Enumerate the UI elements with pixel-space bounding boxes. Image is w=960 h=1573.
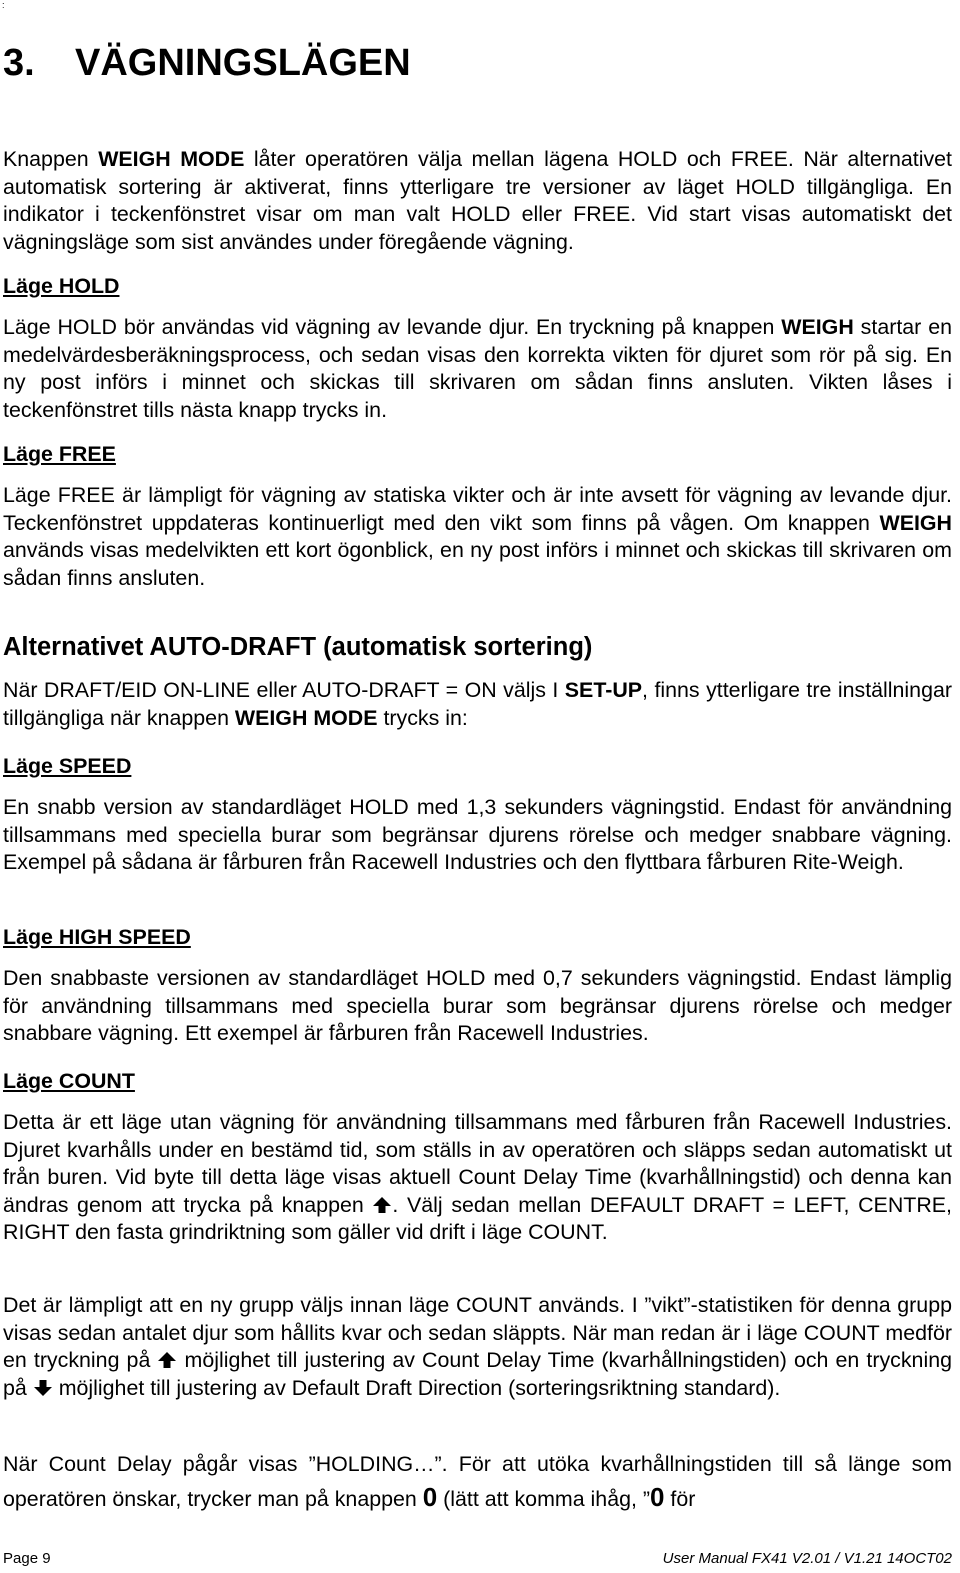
heading-free: Läge FREE [3, 442, 116, 466]
weigh-mode-key: WEIGH MODE [98, 147, 245, 171]
corner-mark: : [2, 0, 5, 10]
auto-draft-text-2: , finns ytterligare tre inställningar tillgängliga när knappen [3, 678, 952, 730]
count-text-6: När Count Delay pågår visas ”HOLDING…”. För att utöka kvarhållningstiden till så länge som operatören önskar, trycker man på knappen [3, 1452, 952, 1511]
hold-text-2: startar en medelvärdesberäkningsprocess, och sedan visas den korrekta vikten för djuret som rör på sig. En ny post införs i minnet och skickas till skrivaren om sådan finns ansluten. Vikten låses i teckenfönstret tills nästa knapp trycks in. [3, 315, 952, 422]
arrow-up-icon [372, 1196, 392, 1214]
arrow-down-icon [33, 1379, 53, 1397]
heading-hold: Läge HOLD [3, 274, 120, 298]
hold-paragraph [3, 314, 952, 424]
heading-count: Läge COUNT [3, 1069, 135, 1093]
count-paragraph-2 [3, 1292, 952, 1402]
setup-key: SET-UP [564, 678, 643, 702]
heading-speed: Läge SPEED [3, 754, 132, 778]
auto-draft-text-1: När DRAFT/EID ON-LINE eller AUTO-DRAFT = ON väljs I [3, 678, 565, 702]
count-text-8: för [664, 1487, 696, 1511]
free-text-1: Läge FREE är lämpligt för vägning av statiska vikter och är inte avsett för vägning av levande djur. Teckenfönstret uppdateras kontinuerligt med den vikt som finns på vågen. Om knappen [3, 483, 952, 535]
count-text-4: möjlighet till justering av Count Delay Time (kvarhållningstiden) och en tryckning på [3, 1348, 953, 1400]
count-text-2: . Välj sedan mellan DEFAULT DRAFT = LEFT, CENTRE, RIGHT den fasta grindriktning som gäller vid drift i läge COUNT. [3, 1192, 952, 1245]
weigh-key: WEIGH [781, 315, 854, 339]
count-text-1: Detta är ett läge utan vägning för användning tillsammans med fårburen från Racewell Industries. Djuret kvarhålls under en bestämd tid, som ställs in av operatören och släpps sedan automatiskt ut från buren. Vid byte till detta läge visas aktuell Count Delay Time (kvarhållningstid) och denna kan ändras genom att trycka på knappen [3, 1110, 952, 1217]
page-number: Page 9 [3, 1550, 51, 1567]
auto-draft-paragraph [3, 677, 952, 732]
count-text-3: Det är lämpligt att en ny grupp väljs innan läge COUNT används. I ”vikt”-statistiken för denna grupp visas sedan antalet djur som hållits kvar och sedan släppts. När man redan är i läge COUNT medför en tryckning på [3, 1293, 952, 1373]
weigh-mode-key: WEIGH MODE [234, 705, 378, 730]
intro-text-2: låter operatören välja mellan lägena HOLD och FREE. När alternativet automatisk sortering är aktiverat, finns ytterligare tre versioner av läget HOLD tillgängliga. En indikator i teckenfönstret visar om man valt HOLD eller FREE. Vid start visas automatiskt det vägningsläge som sist användes under föregående vägning. [3, 147, 952, 254]
auto-draft-text-3: trycks in: [377, 705, 468, 730]
zero-key: 0 [422, 1482, 438, 1512]
arrow-up-icon [157, 1351, 177, 1369]
free-text-2: används visas medelvikten ett kort ögonblick, en ny post införs i minnet och skickas till skrivaren om sådan finns ansluten. [3, 538, 952, 590]
count-text-5: möjlighet till justering av Default Draft Direction (sorteringsriktning standard). [52, 1375, 781, 1400]
page-title [3, 40, 411, 86]
free-paragraph [3, 482, 952, 592]
count-text-7: (lätt att komma ihåg, ” [437, 1487, 651, 1511]
weigh-key: WEIGH [879, 510, 952, 535]
count-paragraph-1 [3, 1109, 952, 1247]
section-title: VÄGNINGSLÄGEN [75, 42, 411, 84]
section-number: 3. [3, 42, 35, 84]
hold-text-1: Läge HOLD bör användas vid vägning av levande djur. En tryckning på knappen [3, 315, 782, 339]
high-speed-paragraph: Den snabbaste versionen av standardläget HOLD med 0,7 sekunders vägningstid. Endast lämplig för användning tillsammans med speciella burar som begränsar djurens rörelse och medger snabbare vägning. Ett exempel är fårburen från Racewell Industries. [3, 966, 952, 1046]
heading-auto-draft: Alternativet AUTO-DRAFT (automatisk sortering) [3, 633, 593, 661]
manual-version: User Manual FX41 V2.01 / V1.21 14OCT02 [662, 1550, 952, 1567]
intro-text-1: Knappen [3, 147, 99, 171]
count-paragraph-3 [3, 1448, 952, 1516]
zero-key: 0 [650, 1482, 665, 1512]
intro-paragraph [3, 146, 952, 256]
heading-high-speed: Läge HIGH SPEED [3, 925, 191, 949]
speed-paragraph: En snabb version av standardläget HOLD med 1,3 sekunders vägningstid. Endast för användning tillsammans med speciella burar som begränsar djurens rörelse och medger snabbare vägning. Exempel på sådana är fårburen från Racewell Industries och den flyttbara fårburen Rite-Weigh. [3, 795, 952, 875]
